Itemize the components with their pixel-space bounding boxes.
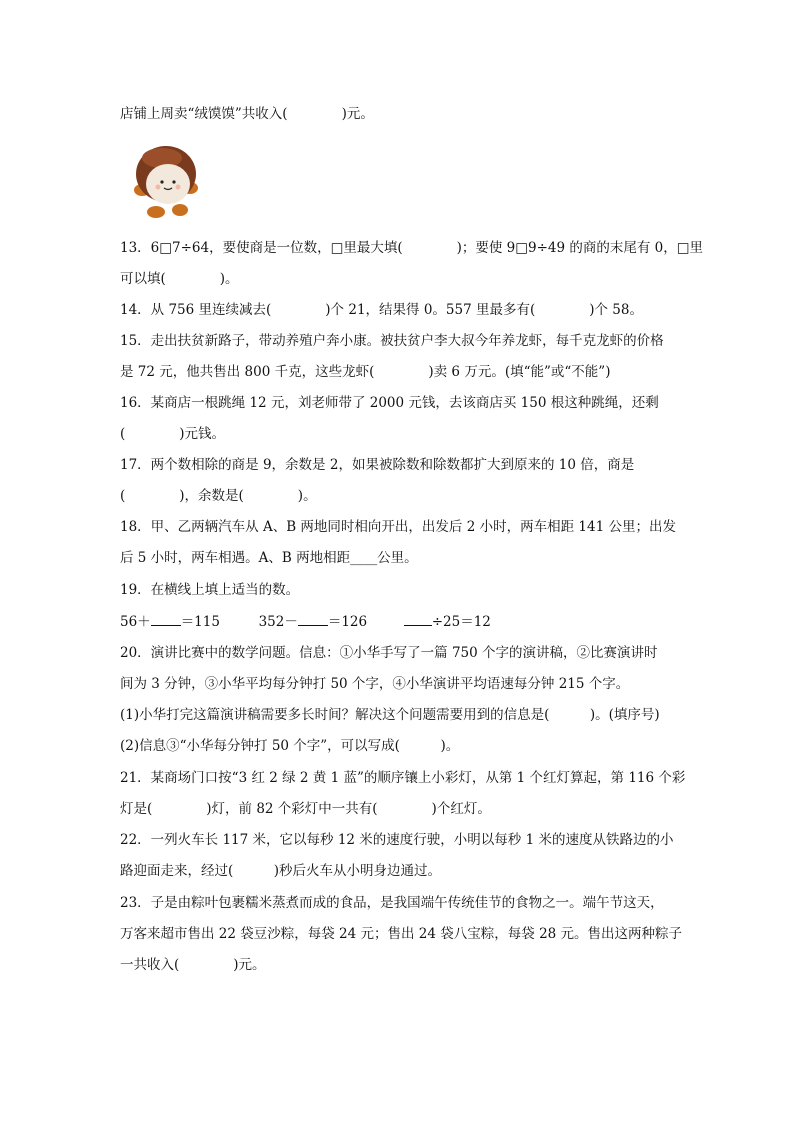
equation-3-suffix: ÷25＝12	[431, 614, 491, 630]
question-17-line-2: ( )，余数是( )。	[120, 488, 317, 504]
question-15-line-1: 15．走出扶贫新路子，带动养殖户奔小康。被扶贫户李大叔今年养龙虾，每千克龙虾的价格	[120, 333, 664, 349]
question-23-line-2: 万客来超市售出 22 袋豆沙粽，每袋 24 元；售出 24 袋八宝粽，每袋 28 元。售出这两种粽子	[120, 926, 683, 942]
question-20-part-2: (2)信息③“小华每分钟打 50 个字”，可以写成( )。	[120, 738, 460, 754]
equation-1	[120, 614, 224, 630]
equation-2-prefix: 352－	[258, 614, 298, 630]
question-13-line-1: 13．6□7÷64，要使商是一位数，□里最大填( )；要使 9□9÷49 的商的末尾有 0，□里	[120, 240, 704, 256]
question-16-line-1: 16．某商店一根跳绳 12 元，刘老师带了 2000 元钱，去该商店买 150 根这种跳绳，还剩	[120, 395, 659, 411]
question-14: 14．从 756 里连续减去( )个 21，结果得 0。557 里最多有( )个 58。	[120, 302, 643, 318]
question-16-line-2: ( )元钱。	[120, 426, 226, 442]
equation-2-blank[interactable]	[298, 613, 328, 626]
question-12-tail: 店铺上周卖“绒馍馍”共收入( )元。	[120, 106, 374, 122]
question-19-equations	[120, 613, 491, 630]
question-18-line-2: 后 5 小时，两车相遇。A、B 两地相距____公里。	[120, 550, 418, 566]
equation-2-suffix: ＝126	[327, 614, 368, 630]
question-20-line-2: 间为 3 分钟，③小华平均每分钟打 50 个字，④小华演讲平均语速每分钟 215 个字。	[120, 676, 630, 692]
question-20-line-1: 20．演讲比赛中的数学问题。信息：①小华手写了一篇 750 个字的演讲稿，②比赛演讲时	[120, 645, 658, 661]
plush-toy-image	[128, 140, 204, 220]
question-22-line-1: 22．一列火车长 117 米，它以每秒 12 米的速度行驶，小明以每秒 1 米的速度从铁路边的小	[120, 832, 674, 848]
question-13-line-2: 可以填( )。	[120, 271, 239, 287]
equation-3-blank[interactable]	[404, 613, 432, 626]
equation-1-suffix: ＝115	[180, 614, 220, 630]
question-19-prompt: 19．在横线上填上适当的数。	[120, 582, 300, 598]
equation-1-prefix: 56＋	[120, 614, 151, 630]
equation-3	[404, 614, 491, 630]
question-23-line-3: 一共收入( )元。	[120, 957, 266, 973]
question-20-part-1: (1)小华打完这篇演讲稿需要多长时间？解决这个问题需要用到的信息是( )。(填序号)	[120, 707, 660, 723]
question-21-line-2: 灯是( )灯，前 82 个彩灯中一共有( )个红灯。	[120, 801, 491, 817]
question-17-line-1: 17．两个数相除的商是 9，余数是 2，如果被除数和除数都扩大到原来的 10 倍，商是	[120, 457, 635, 473]
equation-2	[259, 614, 372, 630]
question-23-line-1: 23．子是由粽叶包裹糯米蒸煮而成的食品，是我国端午传统佳节的食物之一。端午节这天，	[120, 895, 664, 911]
question-22-line-2: 路迎面走来，经过( )秒后火车从小明身边通过。	[120, 863, 442, 879]
equation-1-blank[interactable]	[151, 613, 181, 626]
plush-toy-icon	[128, 140, 204, 220]
question-15-line-2: 是 72 元，他共售出 800 千克，这些龙虾( )卖 6 万元。(填“能”或“不能”)	[120, 364, 611, 380]
question-21-line-1: 21．某商场门口按“3 红 2 绿 2 黄 1 蓝”的顺序镶上小彩灯，从第 1 个红灯算起，第 116 个彩	[120, 770, 686, 786]
question-18-line-1: 18．甲、乙两辆汽车从 A、B 两地同时相向开出，出发后 2 小时，两车相距 141 公里；出发	[120, 519, 676, 535]
